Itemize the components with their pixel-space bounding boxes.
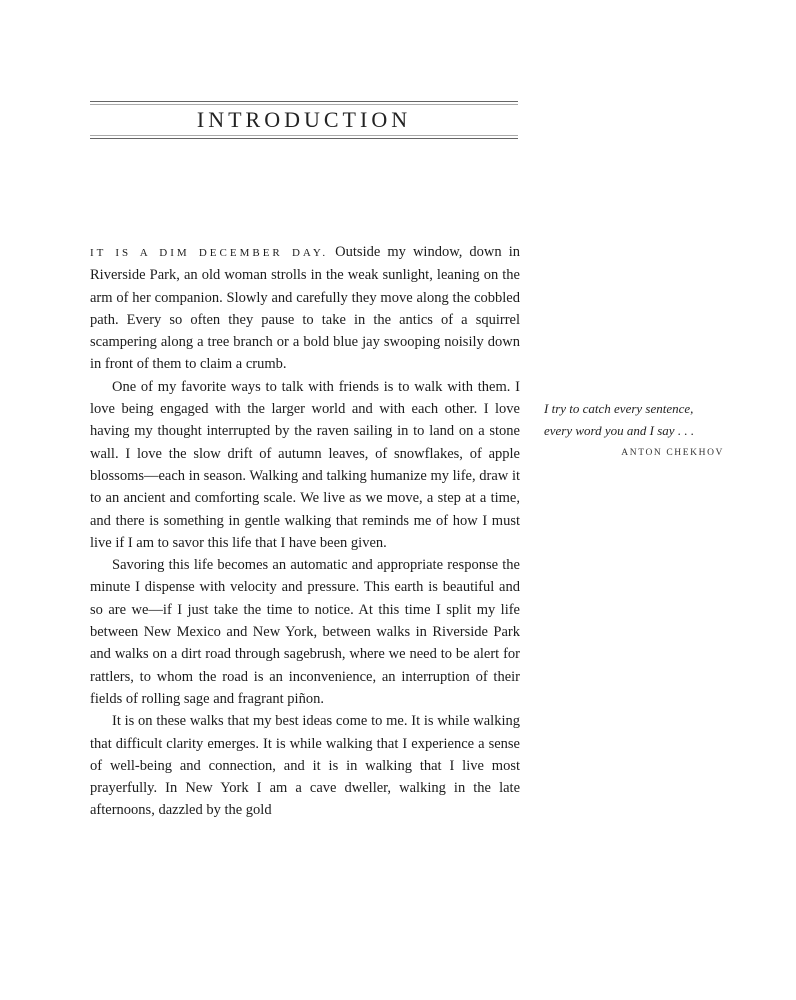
epigraph-line-1: I try to catch every sentence,	[544, 401, 694, 416]
body-text	[90, 241, 520, 822]
paragraph-2: One of my favorite ways to talk with friends is to walk with them. I love being engaged with the larger world and with each other. I love having my thought interrupted by the raven sailing in to land on a stone wall. I love the slow drift of autumn leaves, of snowflakes, of apple blossoms—each in season. Walking and talking humanize my life, draw it to an ancient and comforting scale. We live as we move, a step at a time, and there is something in gentle walking that reminds me of how I must live if I am to savor this life that I have been given.	[90, 378, 520, 551]
paragraph-1	[90, 241, 520, 376]
epigraph-attribution: ANTON CHEKHOV	[621, 448, 724, 458]
paragraph-4: It is on these walks that my best ideas come to me. It is while walking that difficult clarity emerges. It is while walking that I experience a sense of well-being and connection, and it is in walking that I live most prayerfully. In New York I am a cave dweller, walking in the late afternoons, dazzled by the gold	[90, 713, 520, 819]
title-rule-bottom	[90, 138, 518, 139]
paragraph-3: Savoring this life becomes an automatic and appropriate response the minute I dispense with velocity and pressure. This earth is beautiful and so are we—if I just take the time to notice. At this time I split my life between New Mexico and New York, between walks in Riverside Park and walks on a dirt road through sagebrush, where we need to be alert for rattlers, to whom the road is an inconvenience, an interruption of their fields of rolling sage and fragrant piñon.	[90, 557, 520, 707]
epigraph-line-2: every word you and I say . . .	[544, 423, 695, 438]
paragraph-1-text: Outside my window, down in Riverside Park, an old woman strolls in the weak sunlight, leaning on the arm of her companion. Slowly and carefully they move along the cobbled path. Every so often they pause to take in the antics of a squirrel scampering along a tree branch or a bold blue jay swooping noisily down in front of them to claim a crumb.	[90, 244, 520, 373]
lead-in-small-caps: IT IS A DIM DECEMBER DAY.	[90, 247, 329, 259]
title-rule-top	[90, 101, 518, 102]
title-rule-bottom-inner	[90, 135, 518, 136]
epigraph	[544, 398, 734, 458]
chapter-title: INTRODUCTION	[196, 107, 412, 132]
title-rule-top-inner	[90, 104, 518, 105]
